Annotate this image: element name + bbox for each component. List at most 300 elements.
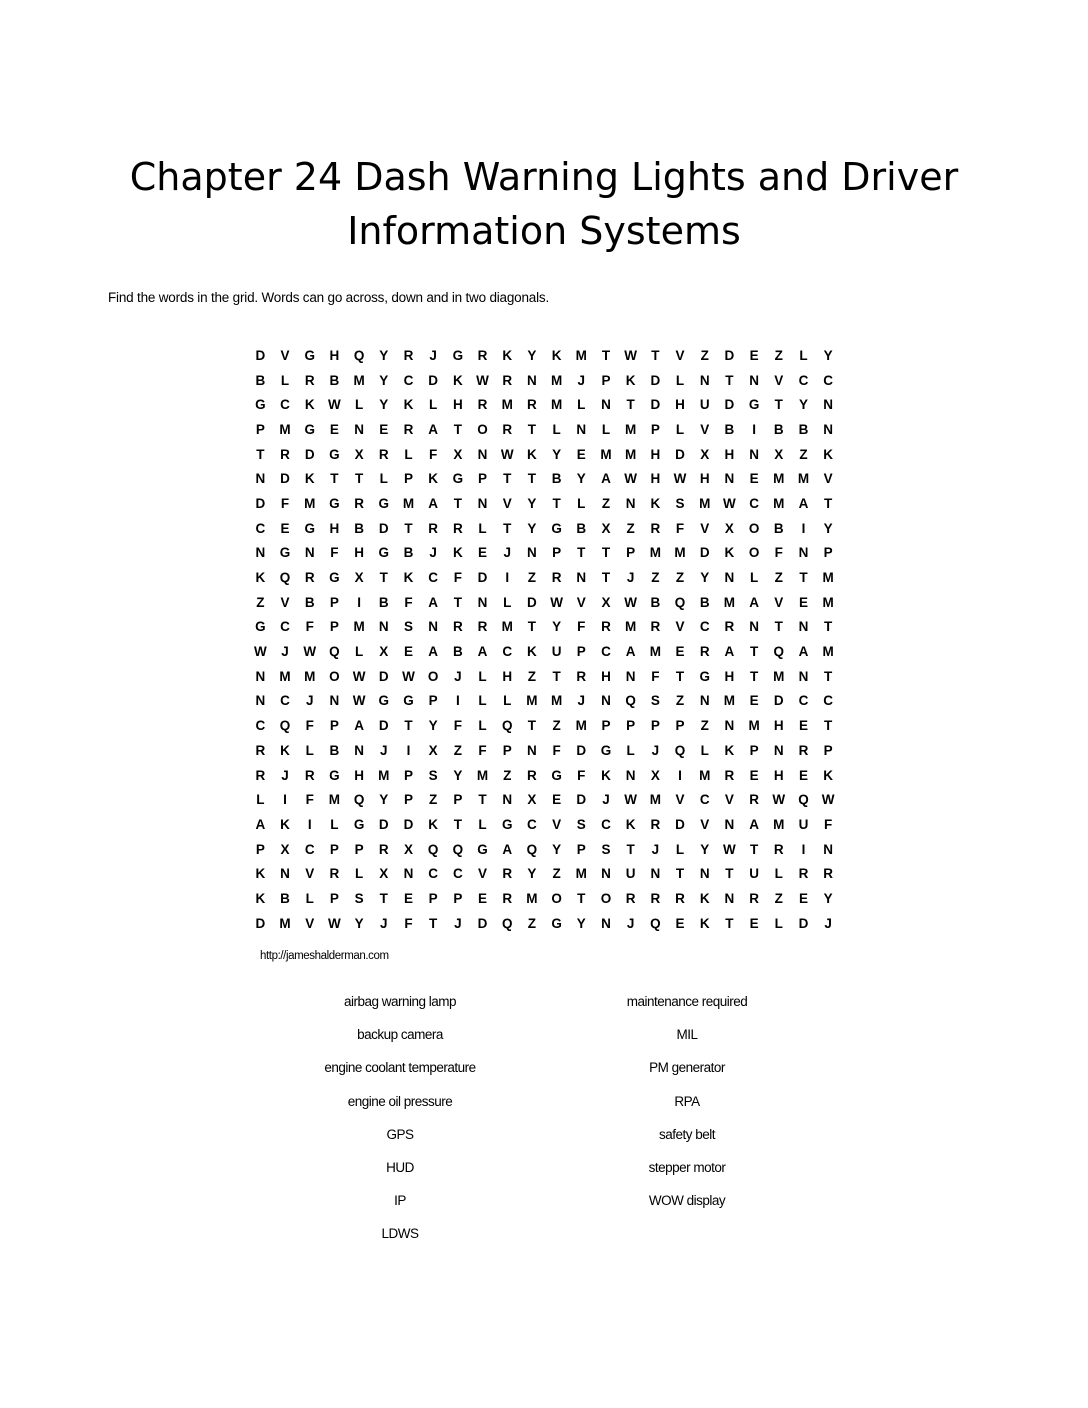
grid-cell[interactable]: U bbox=[551, 644, 562, 660]
grid-cell[interactable]: Q bbox=[674, 742, 686, 758]
grid-cell[interactable]: N bbox=[477, 495, 488, 511]
grid-cell[interactable]: N bbox=[625, 495, 636, 511]
grid-cell[interactable]: N bbox=[304, 545, 315, 561]
grid-cell[interactable]: T bbox=[429, 915, 438, 931]
grid-cell[interactable]: Y bbox=[576, 471, 586, 487]
grid-cell[interactable]: Y bbox=[552, 619, 562, 635]
grid-cell[interactable]: M bbox=[773, 495, 785, 511]
grid-cell[interactable]: D bbox=[650, 372, 661, 388]
grid-cell[interactable]: J bbox=[281, 644, 289, 660]
grid-cell[interactable]: N bbox=[527, 545, 537, 561]
grid-cell[interactable]: Q bbox=[650, 915, 661, 931]
grid-cell[interactable]: J bbox=[380, 915, 388, 931]
grid-cell[interactable]: K bbox=[724, 742, 735, 758]
grid-cell[interactable]: X bbox=[774, 446, 784, 462]
grid-cell[interactable]: F bbox=[305, 718, 314, 734]
grid-cell[interactable]: A bbox=[798, 644, 809, 660]
grid-cell[interactable]: P bbox=[502, 742, 512, 758]
grid-cell[interactable]: T bbox=[725, 866, 734, 882]
grid-cell[interactable]: R bbox=[798, 866, 809, 882]
grid-cell[interactable]: G bbox=[600, 742, 612, 758]
grid-cell[interactable]: P bbox=[478, 471, 488, 487]
grid-cell[interactable]: U bbox=[749, 866, 759, 882]
grid-cell[interactable]: F bbox=[453, 570, 462, 586]
grid-cell[interactable]: Z bbox=[527, 668, 537, 684]
grid-cell[interactable]: J bbox=[824, 915, 832, 931]
grid-cell[interactable]: L bbox=[675, 421, 685, 437]
grid-cell[interactable]: F bbox=[453, 718, 462, 734]
grid-cell[interactable]: M bbox=[649, 792, 661, 808]
grid-cell[interactable]: S bbox=[650, 693, 660, 709]
grid-cell[interactable]: H bbox=[699, 471, 710, 487]
grid-cell[interactable]: I bbox=[801, 520, 806, 536]
grid-cell[interactable]: N bbox=[527, 742, 537, 758]
grid-cell[interactable]: X bbox=[601, 520, 611, 536]
grid-cell[interactable]: I bbox=[406, 742, 411, 758]
grid-cell[interactable]: R bbox=[304, 372, 315, 388]
grid-cell[interactable]: R bbox=[527, 767, 537, 783]
grid-cell[interactable]: T bbox=[330, 471, 339, 487]
grid-cell[interactable]: K bbox=[551, 347, 562, 363]
grid-cell[interactable]: X bbox=[280, 841, 290, 857]
grid-cell[interactable]: T bbox=[453, 816, 462, 832]
grid-cell[interactable]: M bbox=[575, 718, 587, 734]
grid-cell[interactable]: N bbox=[576, 421, 587, 437]
grid-cell[interactable]: X bbox=[527, 792, 537, 808]
grid-cell[interactable]: N bbox=[724, 471, 735, 487]
grid-cell[interactable]: Z bbox=[675, 693, 685, 709]
grid-cell[interactable]: D bbox=[378, 668, 389, 684]
grid-cell[interactable]: E bbox=[749, 693, 759, 709]
grid-cell[interactable]: N bbox=[354, 742, 364, 758]
grid-cell[interactable]: K bbox=[428, 471, 439, 487]
grid-cell[interactable]: R bbox=[749, 792, 759, 808]
grid-cell[interactable]: P bbox=[626, 718, 636, 734]
grid-cell[interactable]: Y bbox=[527, 866, 537, 882]
grid-cell[interactable]: C bbox=[255, 718, 266, 734]
grid-cell[interactable]: P bbox=[354, 841, 364, 857]
grid-cell[interactable]: Y bbox=[527, 495, 537, 511]
grid-cell[interactable]: D bbox=[280, 471, 290, 487]
grid-cell[interactable]: N bbox=[601, 866, 611, 882]
grid-cell[interactable]: T bbox=[626, 841, 635, 857]
grid-cell[interactable]: R bbox=[650, 619, 661, 635]
grid-cell[interactable]: M bbox=[748, 718, 760, 734]
grid-cell[interactable]: D bbox=[650, 397, 661, 413]
grid-cell[interactable]: T bbox=[824, 718, 833, 734]
grid-cell[interactable]: E bbox=[749, 915, 759, 931]
grid-cell[interactable]: N bbox=[823, 397, 834, 413]
grid-cell[interactable]: Z bbox=[774, 570, 783, 586]
grid-cell[interactable]: A bbox=[255, 816, 266, 832]
grid-cell[interactable]: E bbox=[749, 347, 759, 363]
grid-cell[interactable]: E bbox=[798, 890, 808, 906]
grid-cell[interactable]: T bbox=[478, 792, 487, 808]
grid-cell[interactable]: T bbox=[379, 570, 388, 586]
grid-cell[interactable]: S bbox=[403, 619, 413, 635]
grid-cell[interactable]: K bbox=[304, 471, 315, 487]
grid-cell[interactable]: P bbox=[329, 718, 339, 734]
grid-cell[interactable]: B bbox=[452, 644, 463, 660]
grid-cell[interactable]: T bbox=[749, 668, 759, 684]
grid-cell[interactable]: E bbox=[798, 594, 808, 610]
grid-cell[interactable]: P bbox=[255, 841, 265, 857]
grid-cell[interactable]: C bbox=[280, 619, 290, 635]
grid-cell[interactable]: M bbox=[822, 570, 834, 586]
grid-cell[interactable]: V bbox=[478, 866, 488, 882]
grid-cell[interactable]: J bbox=[651, 742, 660, 758]
grid-cell[interactable]: J bbox=[305, 693, 314, 709]
grid-cell[interactable]: K bbox=[625, 372, 636, 388]
grid-cell[interactable]: K bbox=[255, 890, 266, 906]
grid-cell[interactable]: N bbox=[255, 545, 266, 561]
grid-cell[interactable]: V bbox=[823, 471, 833, 487]
grid-cell[interactable]: R bbox=[724, 619, 735, 635]
grid-cell[interactable]: B bbox=[304, 594, 315, 610]
grid-cell[interactable]: R bbox=[601, 619, 611, 635]
grid-cell[interactable]: T bbox=[749, 644, 759, 660]
grid-cell[interactable]: R bbox=[378, 446, 389, 462]
grid-cell[interactable]: A bbox=[354, 718, 364, 734]
grid-cell[interactable]: R bbox=[354, 495, 364, 511]
grid-cell[interactable]: J bbox=[281, 767, 289, 783]
grid-cell[interactable]: N bbox=[601, 915, 611, 931]
grid-cell[interactable]: T bbox=[774, 619, 783, 635]
grid-cell[interactable]: M bbox=[699, 767, 711, 783]
grid-cell[interactable]: M bbox=[550, 372, 563, 388]
grid-cell[interactable]: H bbox=[724, 668, 735, 684]
grid-cell[interactable]: U bbox=[798, 816, 809, 832]
grid-cell[interactable]: H bbox=[675, 397, 685, 413]
grid-cell[interactable]: R bbox=[551, 570, 562, 586]
grid-cell[interactable]: T bbox=[651, 347, 660, 363]
grid-cell[interactable]: G bbox=[551, 520, 562, 536]
grid-cell[interactable]: E bbox=[552, 792, 562, 808]
grid-cell[interactable]: C bbox=[749, 495, 759, 511]
grid-cell[interactable]: B bbox=[354, 520, 364, 536]
grid-cell[interactable]: M bbox=[402, 495, 415, 511]
grid-cell[interactable]: Z bbox=[651, 570, 660, 586]
grid-cell[interactable]: Y bbox=[379, 397, 389, 413]
grid-cell[interactable]: L bbox=[478, 520, 487, 536]
grid-cell[interactable]: T bbox=[552, 668, 561, 684]
grid-cell[interactable]: Z bbox=[503, 767, 512, 783]
grid-cell[interactable]: K bbox=[280, 816, 290, 832]
grid-cell[interactable]: W bbox=[723, 495, 736, 511]
grid-cell[interactable]: O bbox=[427, 668, 439, 684]
grid-cell[interactable]: C bbox=[823, 693, 834, 709]
grid-cell[interactable]: K bbox=[724, 545, 735, 561]
grid-cell[interactable]: Z bbox=[675, 570, 685, 586]
grid-cell[interactable]: H bbox=[601, 668, 611, 684]
grid-cell[interactable]: Q bbox=[279, 718, 291, 734]
grid-cell[interactable]: U bbox=[699, 397, 710, 413]
grid-cell[interactable]: T bbox=[626, 397, 635, 413]
grid-cell[interactable]: N bbox=[798, 545, 809, 561]
grid-cell[interactable]: V bbox=[700, 816, 710, 832]
grid-cell[interactable]: R bbox=[650, 890, 661, 906]
grid-cell[interactable]: M bbox=[773, 816, 785, 832]
grid-cell[interactable]: R bbox=[477, 397, 488, 413]
grid-cell[interactable]: J bbox=[429, 347, 437, 363]
grid-cell[interactable]: N bbox=[255, 693, 266, 709]
grid-cell[interactable]: N bbox=[378, 619, 389, 635]
grid-cell[interactable]: R bbox=[428, 520, 439, 536]
grid-cell[interactable]: G bbox=[452, 347, 464, 363]
grid-cell[interactable]: L bbox=[330, 816, 339, 832]
grid-cell[interactable]: M bbox=[625, 421, 637, 437]
grid-cell[interactable]: K bbox=[699, 890, 710, 906]
grid-cell[interactable]: H bbox=[650, 446, 661, 462]
grid-cell[interactable]: C bbox=[798, 693, 809, 709]
grid-cell[interactable]: E bbox=[403, 644, 413, 660]
grid-cell[interactable]: V bbox=[700, 421, 710, 437]
grid-cell[interactable]: Z bbox=[799, 446, 808, 462]
grid-cell[interactable]: R bbox=[625, 890, 636, 906]
grid-cell[interactable]: L bbox=[626, 742, 635, 758]
grid-cell[interactable]: M bbox=[649, 644, 661, 660]
grid-cell[interactable]: T bbox=[824, 495, 833, 511]
grid-cell[interactable]: G bbox=[748, 397, 760, 413]
grid-cell[interactable]: K bbox=[452, 545, 463, 561]
grid-cell[interactable]: Q bbox=[674, 594, 686, 610]
grid-cell[interactable]: P bbox=[650, 718, 660, 734]
grid-cell[interactable]: V bbox=[774, 372, 784, 388]
grid-cell[interactable]: P bbox=[749, 742, 759, 758]
grid-cell[interactable]: O bbox=[329, 668, 340, 684]
grid-cell[interactable]: I bbox=[283, 792, 287, 808]
grid-cell[interactable]: D bbox=[675, 446, 685, 462]
grid-cell[interactable]: Y bbox=[379, 347, 389, 363]
grid-cell[interactable]: Q bbox=[329, 644, 340, 660]
grid-cell[interactable]: G bbox=[304, 520, 315, 536]
grid-cell[interactable]: Q bbox=[279, 570, 291, 586]
grid-cell[interactable]: W bbox=[772, 792, 786, 808]
grid-cell[interactable]: V bbox=[552, 816, 562, 832]
grid-cell[interactable]: W bbox=[624, 347, 638, 363]
grid-cell[interactable]: M bbox=[550, 397, 563, 413]
grid-cell[interactable]: E bbox=[798, 718, 808, 734]
grid-cell[interactable]: Z bbox=[601, 495, 611, 511]
grid-cell[interactable]: K bbox=[255, 570, 266, 586]
grid-cell[interactable]: L bbox=[379, 471, 388, 487]
grid-cell[interactable]: T bbox=[824, 619, 833, 635]
grid-cell[interactable]: Z bbox=[527, 915, 537, 931]
grid-cell[interactable]: T bbox=[725, 372, 734, 388]
grid-cell[interactable]: N bbox=[773, 742, 784, 758]
grid-cell[interactable]: X bbox=[403, 841, 413, 857]
grid-cell[interactable]: H bbox=[329, 347, 340, 363]
grid-cell[interactable]: Y bbox=[379, 372, 389, 388]
grid-cell[interactable]: R bbox=[329, 866, 340, 882]
grid-cell[interactable]: H bbox=[773, 767, 784, 783]
grid-cell[interactable]: N bbox=[477, 446, 488, 462]
grid-cell[interactable]: K bbox=[650, 495, 661, 511]
grid-cell[interactable]: W bbox=[821, 792, 835, 808]
grid-cell[interactable]: Q bbox=[452, 841, 464, 857]
grid-cell[interactable]: B bbox=[724, 421, 735, 437]
grid-cell[interactable]: M bbox=[822, 644, 834, 660]
grid-cell[interactable]: M bbox=[353, 619, 365, 635]
grid-cell[interactable]: D bbox=[378, 718, 389, 734]
grid-cell[interactable]: M bbox=[501, 397, 513, 413]
grid-cell[interactable]: D bbox=[403, 816, 414, 832]
grid-cell[interactable]: L bbox=[354, 397, 364, 413]
grid-cell[interactable]: R bbox=[255, 767, 266, 783]
grid-cell[interactable]: K bbox=[823, 446, 834, 462]
grid-cell[interactable]: P bbox=[601, 718, 611, 734]
grid-cell[interactable]: N bbox=[354, 421, 364, 437]
grid-cell[interactable]: P bbox=[329, 841, 339, 857]
grid-cell[interactable]: G bbox=[279, 545, 291, 561]
grid-cell[interactable]: M bbox=[773, 471, 785, 487]
grid-cell[interactable]: J bbox=[429, 545, 437, 561]
grid-cell[interactable]: G bbox=[255, 619, 266, 635]
grid-cell[interactable]: T bbox=[527, 619, 537, 635]
grid-cell[interactable]: Q bbox=[798, 792, 809, 808]
grid-cell[interactable]: G bbox=[329, 570, 340, 586]
grid-cell[interactable]: D bbox=[304, 446, 315, 462]
grid-cell[interactable]: T bbox=[577, 545, 586, 561]
grid-cell[interactable]: T bbox=[601, 347, 611, 363]
grid-cell[interactable]: B bbox=[699, 594, 710, 610]
grid-cell[interactable]: T bbox=[675, 866, 685, 882]
grid-cell[interactable]: M bbox=[526, 890, 538, 906]
grid-cell[interactable]: O bbox=[551, 890, 562, 906]
grid-cell[interactable]: N bbox=[823, 421, 834, 437]
grid-cell[interactable]: M bbox=[625, 619, 637, 635]
grid-cell[interactable]: P bbox=[576, 644, 586, 660]
grid-cell[interactable]: K bbox=[403, 397, 414, 413]
grid-cell[interactable]: I bbox=[752, 421, 756, 437]
grid-cell[interactable]: W bbox=[352, 668, 366, 684]
grid-cell[interactable]: N bbox=[625, 668, 636, 684]
grid-cell[interactable]: G bbox=[699, 668, 710, 684]
grid-cell[interactable]: T bbox=[675, 668, 685, 684]
grid-cell[interactable]: K bbox=[502, 347, 513, 363]
grid-cell[interactable]: Y bbox=[552, 841, 562, 857]
grid-cell[interactable]: E bbox=[403, 890, 413, 906]
grid-cell[interactable]: W bbox=[352, 693, 366, 709]
grid-cell[interactable]: V bbox=[774, 594, 784, 610]
grid-cell[interactable]: K bbox=[255, 866, 266, 882]
grid-cell[interactable]: F bbox=[552, 742, 561, 758]
grid-cell[interactable]: L bbox=[256, 792, 265, 808]
grid-cell[interactable]: W bbox=[328, 915, 341, 931]
grid-cell[interactable]: N bbox=[724, 816, 735, 832]
grid-cell[interactable]: P bbox=[255, 421, 265, 437]
grid-cell[interactable]: G bbox=[378, 495, 390, 511]
grid-cell[interactable]: N bbox=[749, 446, 759, 462]
grid-cell[interactable]: Q bbox=[427, 841, 439, 857]
grid-cell[interactable]: R bbox=[823, 866, 834, 882]
grid-cell[interactable]: T bbox=[527, 471, 537, 487]
grid-cell[interactable]: M bbox=[328, 792, 341, 808]
grid-cell[interactable]: F bbox=[404, 915, 413, 931]
grid-cell[interactable]: P bbox=[823, 545, 833, 561]
grid-cell[interactable]: L bbox=[577, 397, 586, 413]
grid-cell[interactable]: B bbox=[403, 545, 414, 561]
grid-cell[interactable]: P bbox=[403, 792, 413, 808]
grid-cell[interactable]: H bbox=[773, 718, 784, 734]
grid-cell[interactable]: A bbox=[477, 644, 488, 660]
grid-cell[interactable]: Q bbox=[625, 693, 636, 709]
grid-cell[interactable]: Q bbox=[353, 347, 365, 363]
grid-cell[interactable]: D bbox=[798, 915, 809, 931]
grid-cell[interactable]: P bbox=[823, 742, 833, 758]
grid-cell[interactable]: T bbox=[527, 718, 537, 734]
grid-cell[interactable]: T bbox=[256, 446, 265, 462]
grid-cell[interactable]: P bbox=[403, 471, 413, 487]
grid-cell[interactable]: Y bbox=[823, 347, 833, 363]
grid-cell[interactable]: R bbox=[798, 742, 809, 758]
grid-cell[interactable]: Z bbox=[527, 570, 537, 586]
grid-cell[interactable]: B bbox=[329, 372, 340, 388]
grid-cell[interactable]: R bbox=[749, 890, 759, 906]
grid-cell[interactable]: B bbox=[798, 421, 809, 437]
grid-cell[interactable]: R bbox=[502, 866, 513, 882]
grid-cell[interactable]: Z bbox=[700, 718, 709, 734]
grid-cell[interactable]: N bbox=[403, 866, 414, 882]
grid-cell[interactable]: Y bbox=[527, 347, 537, 363]
grid-cell[interactable]: Z bbox=[552, 866, 561, 882]
grid-cell[interactable]: R bbox=[452, 520, 463, 536]
grid-cell[interactable]: J bbox=[454, 668, 462, 684]
grid-cell[interactable]: G bbox=[329, 495, 340, 511]
grid-cell[interactable]: J bbox=[651, 841, 660, 857]
grid-cell[interactable]: B bbox=[329, 742, 340, 758]
grid-cell[interactable]: P bbox=[576, 841, 586, 857]
grid-cell[interactable]: R bbox=[403, 347, 414, 363]
grid-cell[interactable]: X bbox=[354, 570, 364, 586]
grid-cell[interactable]: G bbox=[477, 841, 488, 857]
grid-cell[interactable]: J bbox=[503, 545, 511, 561]
grid-cell[interactable]: K bbox=[452, 372, 463, 388]
grid-cell[interactable]: W bbox=[500, 446, 514, 462]
grid-cell[interactable]: N bbox=[749, 372, 759, 388]
grid-cell[interactable]: Q bbox=[526, 841, 538, 857]
grid-cell[interactable]: D bbox=[477, 570, 488, 586]
grid-cell[interactable]: R bbox=[502, 890, 513, 906]
grid-cell[interactable]: A bbox=[428, 495, 439, 511]
grid-cell[interactable]: T bbox=[824, 668, 833, 684]
grid-cell[interactable]: L bbox=[749, 570, 759, 586]
grid-cell[interactable]: C bbox=[304, 841, 315, 857]
grid-cell[interactable]: P bbox=[329, 890, 339, 906]
grid-cell[interactable]: F bbox=[577, 619, 586, 635]
grid-cell[interactable]: M bbox=[378, 767, 390, 783]
grid-cell[interactable]: H bbox=[329, 520, 340, 536]
grid-cell[interactable]: R bbox=[304, 570, 315, 586]
grid-cell[interactable]: T bbox=[354, 471, 364, 487]
grid-cell[interactable]: N bbox=[749, 619, 759, 635]
grid-cell[interactable]: C bbox=[452, 866, 463, 882]
grid-cell[interactable]: C bbox=[601, 644, 611, 660]
grid-cell[interactable]: Q bbox=[501, 718, 513, 734]
grid-cell[interactable]: T bbox=[453, 421, 462, 437]
grid-cell[interactable]: M bbox=[279, 668, 291, 684]
grid-cell[interactable]: Z bbox=[774, 347, 783, 363]
grid-cell[interactable]: B bbox=[773, 421, 784, 437]
grid-cell[interactable]: L bbox=[601, 421, 611, 437]
grid-cell[interactable]: F bbox=[330, 545, 339, 561]
grid-cell[interactable]: K bbox=[625, 816, 636, 832]
grid-cell[interactable]: M bbox=[279, 421, 291, 437]
grid-cell[interactable]: K bbox=[428, 816, 439, 832]
grid-cell[interactable]: R bbox=[576, 668, 587, 684]
grid-cell[interactable]: M bbox=[822, 594, 834, 610]
grid-cell[interactable]: A bbox=[625, 644, 636, 660]
